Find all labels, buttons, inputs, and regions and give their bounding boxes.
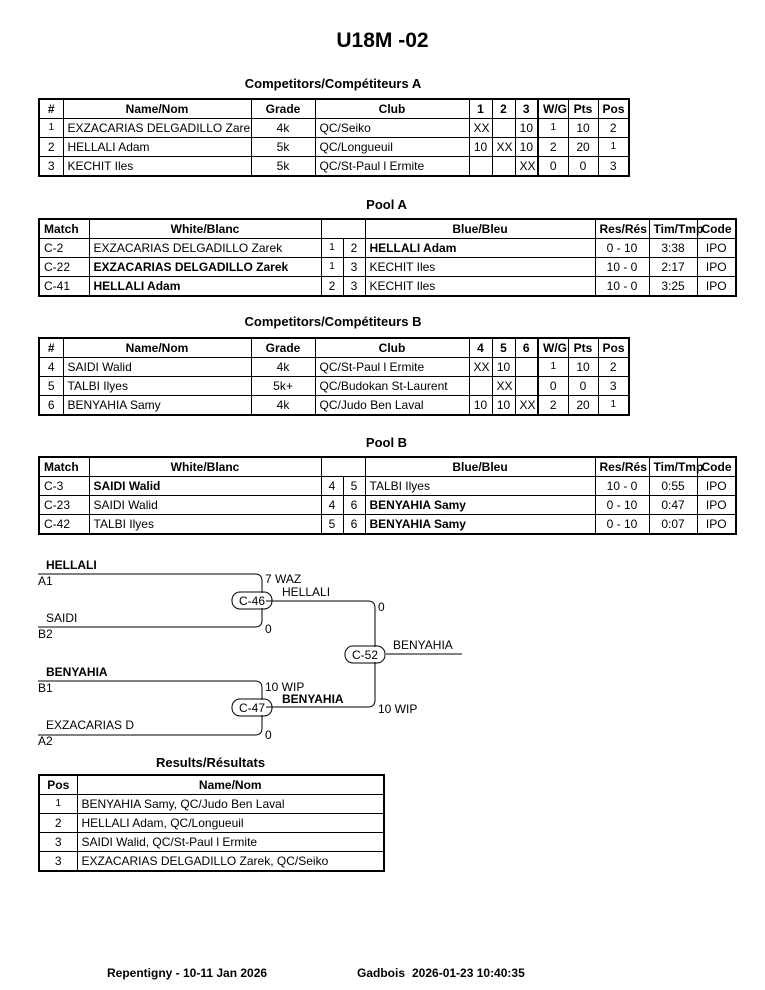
- cell: 2: [538, 138, 568, 157]
- cell: 0: [538, 157, 568, 177]
- result-pos: 1: [39, 795, 77, 814]
- cell: 2: [39, 138, 63, 157]
- result: 10 - 0: [595, 277, 649, 297]
- cell: 1: [538, 358, 568, 377]
- cell: QC/St-Paul l Ermite: [315, 157, 469, 177]
- code: IPO: [697, 239, 736, 258]
- time: 2:17: [649, 258, 697, 277]
- time: 3:38: [649, 239, 697, 258]
- white-seed: 5: [321, 515, 343, 535]
- cell: SAIDI Walid: [63, 358, 251, 377]
- result-pos: 3: [39, 833, 77, 852]
- blue-seed: 6: [343, 496, 365, 515]
- blue-player: TALBI Ilyes: [365, 477, 595, 496]
- cell: BENYAHIA Samy: [63, 396, 251, 416]
- cell: 2: [598, 358, 629, 377]
- col-header: W/G: [538, 338, 568, 358]
- col-header: 2: [492, 99, 515, 119]
- result-pos: 2: [39, 814, 77, 833]
- match-label: C-52: [351, 648, 379, 662]
- cell: 3: [598, 377, 629, 396]
- white-seed: 4: [321, 496, 343, 515]
- time: 0:07: [649, 515, 697, 535]
- bracket-score: 0: [265, 622, 272, 636]
- code: IPO: [697, 277, 736, 297]
- col-header: White/Blanc: [89, 219, 321, 239]
- col-header: 6: [515, 338, 538, 358]
- col-header: 1: [469, 99, 492, 119]
- match-id: C-3: [39, 477, 89, 496]
- col-header: Res/Rés: [595, 457, 649, 477]
- cell: 4k: [251, 396, 315, 416]
- match-label: C-47: [238, 701, 266, 715]
- table-row: [39, 833, 384, 852]
- cell: XX: [469, 358, 492, 377]
- bracket-line: [38, 681, 262, 700]
- blue-seed: 6: [343, 515, 365, 535]
- pool-b-heading: Pool B: [365, 435, 408, 450]
- result-name: BENYAHIA Samy, QC/Judo Ben Laval: [77, 795, 384, 814]
- col-header: Name/Nom: [77, 775, 384, 795]
- bracket-seed: B2: [38, 627, 53, 641]
- cell: QC/Judo Ben Laval: [315, 396, 469, 416]
- footer-event: Repentigny - 10-11 Jan 2026: [107, 966, 268, 980]
- result: 0 - 10: [595, 515, 649, 535]
- white-seed: 1: [321, 239, 343, 258]
- cell: KECHIT Iles: [63, 157, 251, 177]
- blue-player: KECHIT Iles: [365, 277, 595, 297]
- cell: 6: [39, 396, 63, 416]
- time: 0:55: [649, 477, 697, 496]
- cell: XX: [492, 377, 515, 396]
- competitors-a-heading: Competitors/Compétiteurs A: [244, 76, 422, 91]
- time: 3:25: [649, 277, 697, 297]
- cell: 4k: [251, 119, 315, 138]
- blue-player: KECHIT Iles: [365, 258, 595, 277]
- footer-operator: Gadbois: [357, 966, 406, 980]
- cell: 20: [568, 396, 598, 416]
- code: IPO: [697, 515, 736, 535]
- col-header: Pts: [568, 99, 598, 119]
- white-seed: 4: [321, 477, 343, 496]
- cell: 2: [538, 396, 568, 416]
- cell: 3: [39, 157, 63, 177]
- blue-seed: 5: [343, 477, 365, 496]
- col-header: W/G: [538, 99, 568, 119]
- cell: 5k: [251, 138, 315, 157]
- white-player: HELLALI Adam: [89, 277, 321, 297]
- cell: 10: [515, 119, 538, 138]
- cell: 10: [469, 396, 492, 416]
- cell: 5k+: [251, 377, 315, 396]
- cell: 10: [568, 358, 598, 377]
- cell: XX: [515, 157, 538, 177]
- col-header: Club: [315, 99, 469, 119]
- result: 0 - 10: [595, 496, 649, 515]
- white-player: TALBI Ilyes: [89, 515, 321, 535]
- bracket-name: BENYAHIA: [282, 692, 344, 706]
- col-header: Blue/Bleu: [365, 219, 595, 239]
- cell: 1: [538, 119, 568, 138]
- result-name: EXZACARIAS DELGADILLO Zarek, QC/Seiko: [77, 852, 384, 872]
- col-header: #: [39, 338, 63, 358]
- cell: 10: [515, 138, 538, 157]
- bracket-winner: BENYAHIA: [393, 638, 453, 652]
- pool-a-heading: Pool A: [366, 197, 407, 212]
- col-header: Tim/Tmp: [649, 219, 697, 239]
- col-header: Pos: [598, 99, 629, 119]
- blue-seed: 2: [343, 239, 365, 258]
- blue-player: HELLALI Adam: [365, 239, 595, 258]
- bracket-score: 10 WIP: [265, 680, 305, 694]
- code: IPO: [697, 477, 736, 496]
- cell: QC/St-Paul l Ermite: [315, 358, 469, 377]
- col-header: Name/Nom: [63, 338, 251, 358]
- footer-timestamp: 2026-01-23 10:40:35: [412, 966, 525, 980]
- result-name: HELLALI Adam, QC/Longueuil: [77, 814, 384, 833]
- table-row: [39, 795, 384, 814]
- col-header: Blue/Bleu: [365, 457, 595, 477]
- col-header: Club: [315, 338, 469, 358]
- white-seed: 2: [321, 277, 343, 297]
- code: IPO: [697, 496, 736, 515]
- page-title: U18M -02: [336, 29, 429, 52]
- cell: 5k: [251, 157, 315, 177]
- result-pos: 3: [39, 852, 77, 872]
- bracket-score: 7 WAZ: [265, 572, 302, 586]
- blue-player: BENYAHIA Samy: [365, 496, 595, 515]
- cell: XX: [515, 396, 538, 416]
- col-header: Match: [39, 219, 89, 239]
- match-id: C-2: [39, 239, 89, 258]
- col-header: 5: [492, 338, 515, 358]
- competitors-b-heading: Competitors/Compétiteurs B: [244, 314, 422, 329]
- bracket-line: [38, 574, 262, 593]
- col-header: Pos: [598, 338, 629, 358]
- col-header: White/Blanc: [89, 457, 321, 477]
- cell: 1: [598, 396, 629, 416]
- blue-seed: 3: [343, 258, 365, 277]
- result: 10 - 0: [595, 258, 649, 277]
- match-id: C-42: [39, 515, 89, 535]
- cell: TALBI Ilyes: [63, 377, 251, 396]
- code: IPO: [697, 258, 736, 277]
- cell: 10: [469, 138, 492, 157]
- cell: 4k: [251, 358, 315, 377]
- col-header: 3: [515, 99, 538, 119]
- blue-player: BENYAHIA Samy: [365, 515, 595, 535]
- bracket-name: EXZACARIAS D: [46, 718, 135, 732]
- time: 0:47: [649, 496, 697, 515]
- cell: 20: [568, 138, 598, 157]
- white-player: EXZACARIAS DELGADILLO Zarek: [89, 258, 321, 277]
- cell: 10: [568, 119, 598, 138]
- col-header: Pos: [39, 775, 77, 795]
- cell: 3: [598, 157, 629, 177]
- match-label: C-46: [238, 594, 266, 608]
- cell: 10: [492, 358, 515, 377]
- white-player: SAIDI Walid: [89, 496, 321, 515]
- bracket-name: SAIDI: [46, 611, 78, 625]
- bracket-score: 0: [378, 600, 385, 614]
- table-row: [39, 814, 384, 833]
- result: 0 - 10: [595, 239, 649, 258]
- col-header: Name/Nom: [63, 99, 251, 119]
- col-header: Grade: [251, 338, 315, 358]
- bracket-line: [266, 601, 375, 647]
- white-player: EXZACARIAS DELGADILLO Zarek: [89, 239, 321, 258]
- cell: 1: [598, 138, 629, 157]
- table-row: [39, 852, 384, 872]
- col-header: Res/Rés: [595, 219, 649, 239]
- cell: HELLALI Adam: [63, 138, 251, 157]
- bracket-seed: A2: [38, 734, 53, 748]
- cell: 4: [39, 358, 63, 377]
- cell: QC/Budokan St-Laurent: [315, 377, 469, 396]
- cell: XX: [492, 138, 515, 157]
- cell: 1: [39, 119, 63, 138]
- col-header: Code: [697, 219, 736, 239]
- cell: 5: [39, 377, 63, 396]
- cell: 0: [538, 377, 568, 396]
- results-table: [38, 774, 385, 872]
- cell: 0: [568, 157, 598, 177]
- cell: QC/Longueuil: [315, 138, 469, 157]
- bracket-name: HELLALI: [46, 558, 97, 572]
- bracket-score: 0: [265, 728, 272, 742]
- blue-seed: 3: [343, 277, 365, 297]
- col-header: Grade: [251, 99, 315, 119]
- bracket-name: HELLALI: [282, 585, 331, 599]
- col-header: #: [39, 99, 63, 119]
- cell: 0: [568, 377, 598, 396]
- col-header: Tim/Tmp: [649, 457, 697, 477]
- white-seed: 1: [321, 258, 343, 277]
- result-name: SAIDI Walid, QC/St-Paul l Ermite: [77, 833, 384, 852]
- match-id: C-41: [39, 277, 89, 297]
- match-id: C-22: [39, 258, 89, 277]
- bracket-seed: A1: [38, 574, 53, 588]
- col-header: Pts: [568, 338, 598, 358]
- bracket-score: 10 WIP: [378, 702, 418, 716]
- white-player: SAIDI Walid: [89, 477, 321, 496]
- match-id: C-23: [39, 496, 89, 515]
- cell: EXZACARIAS DELGADILLO Zare: [63, 119, 251, 138]
- cell: QC/Seiko: [315, 119, 469, 138]
- cell: 10: [492, 396, 515, 416]
- results-heading: Results/Résultats: [155, 755, 266, 770]
- col-header: 4: [469, 338, 492, 358]
- bracket-name: BENYAHIA: [46, 665, 108, 679]
- table-header-row: [39, 775, 384, 795]
- col-header: Match: [39, 457, 89, 477]
- result: 10 - 0: [595, 477, 649, 496]
- cell: XX: [469, 119, 492, 138]
- cell: 2: [598, 119, 629, 138]
- col-header: Code: [697, 457, 736, 477]
- bracket-seed: B1: [38, 681, 53, 695]
